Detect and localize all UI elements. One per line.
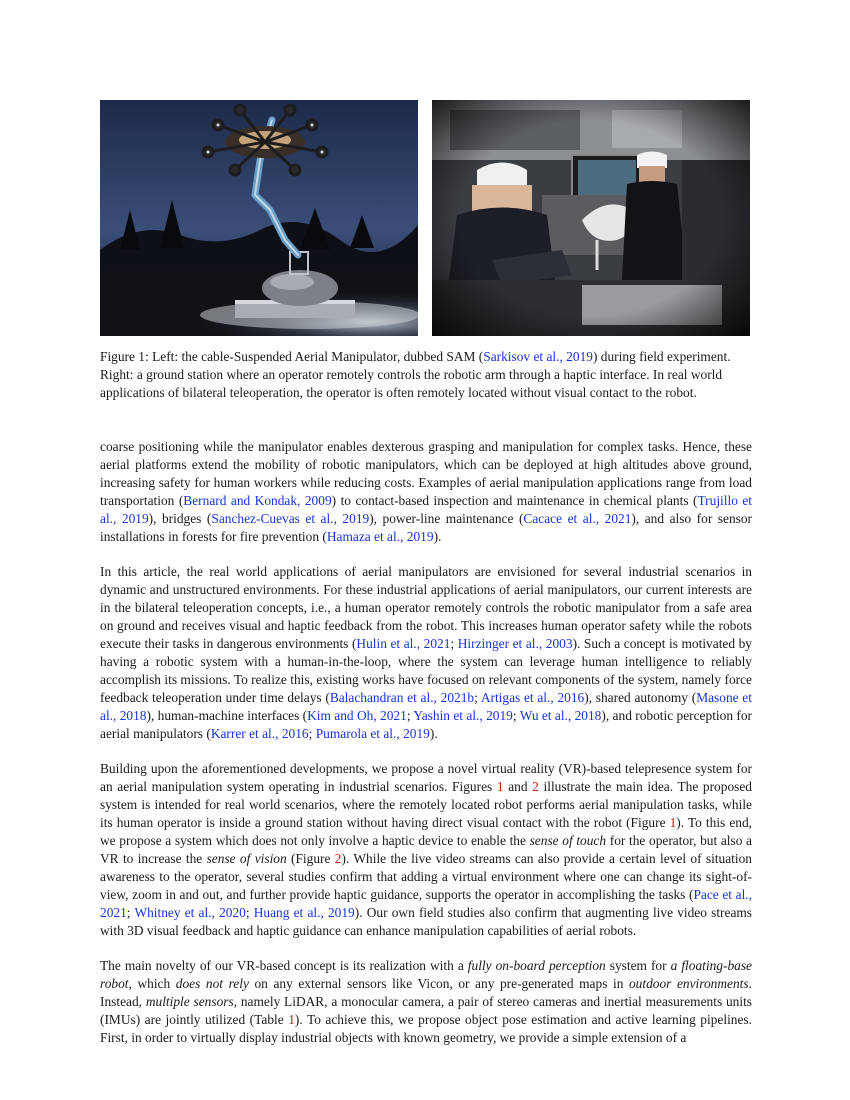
citation-link[interactable]: Artigas et al., 2016 bbox=[480, 690, 585, 705]
citation-link[interactable]: Hamaza et al., 2019 bbox=[326, 529, 434, 544]
text-run: ), shared autonomy ( bbox=[584, 690, 697, 705]
cross-reference-link[interactable]: 2 bbox=[334, 851, 342, 866]
text-run: for the operator, but also a VR to increase the bbox=[100, 833, 753, 866]
text-run: The main novelty of our VR-based concept is its realization with a bbox=[100, 958, 468, 973]
citation-link[interactable]: Sarkisov et al., 2019 bbox=[483, 349, 593, 364]
text-run: , which bbox=[128, 976, 176, 991]
citation-link[interactable]: Huang et al., 2019 bbox=[253, 905, 355, 920]
text-run: ). To this end, we propose a system which does not only involve a haptic device to enable the bbox=[100, 815, 752, 848]
figure-left-photo bbox=[100, 100, 418, 336]
text-run: ). bbox=[429, 726, 438, 741]
text-run: ) to contact-based inspection and maintenance in chemical plants ( bbox=[331, 493, 698, 508]
text-run: (Figure bbox=[286, 851, 335, 866]
text-run: ). Such a concept is motivated by having a robotic system with a human-in-the-loop, where the system can leverage human intelligence to reliably accomplish its missions. To realize this, existing works have focused on relevant components of the system, namely force feedback teleoperation under time delays ( bbox=[100, 636, 753, 705]
text-run: ; bbox=[126, 905, 135, 920]
text-run: on any external sensors like Vicon, or any pre-generated maps in bbox=[248, 976, 629, 991]
cross-reference-link[interactable]: 2 bbox=[532, 779, 539, 794]
citation-link[interactable]: Hirzinger et al., 2003 bbox=[457, 636, 573, 651]
text-run: ), and robotic perception for aerial manipulators ( bbox=[100, 708, 752, 741]
text-run: coarse positioning while the manipulator enables dexterous grasping and manipulation for complex tasks. Hence, these aerial platforms extend the mobility of robotic manipulators, which can be deployed at high altitudes above ground, increasing safety for human workers while reducing costs. Examples of aerial manipulation applications range from load transportation ( bbox=[100, 439, 752, 508]
citation-link[interactable]: Bernard and Kondak, 2009 bbox=[183, 493, 332, 508]
citation-link[interactable]: Sanchez-Cuevas et al., 2019 bbox=[211, 511, 370, 526]
citation-link[interactable]: Karrer et al., 2016 bbox=[210, 726, 309, 741]
emphasized-text: sense of touch bbox=[529, 833, 607, 848]
text-run: Figure 1: Left: the cable-Suspended Aerial Manipulator, dubbed SAM ( bbox=[100, 349, 484, 364]
emphasized-text: does not rely bbox=[175, 976, 249, 991]
paragraph-1 bbox=[100, 438, 752, 546]
text-run: ; bbox=[245, 905, 254, 920]
emphasized-text: sense of vision bbox=[206, 851, 287, 866]
citation-link[interactable]: Masone et al., 2018 bbox=[100, 690, 752, 723]
emphasized-text: a floating-base robot bbox=[100, 958, 752, 991]
text-run: ), and also for sensor installations in forests for fire prevention ( bbox=[100, 511, 753, 544]
cross-reference-link[interactable]: 1 bbox=[496, 779, 504, 794]
citation-link[interactable]: Wu et al., 2018 bbox=[519, 708, 602, 723]
citation-link[interactable]: Pumarola et al., 2019 bbox=[315, 726, 430, 741]
emphasized-text: outdoor environments bbox=[628, 976, 749, 991]
citation-link[interactable]: Pace et al., 2021 bbox=[100, 887, 753, 920]
citation-link[interactable]: Yashin et al., 2019 bbox=[413, 708, 513, 723]
citation-link[interactable]: Hulin et al., 2021 bbox=[356, 636, 451, 651]
text-run: ; bbox=[450, 636, 458, 651]
citation-link[interactable]: Cacace et al., 2021 bbox=[523, 511, 632, 526]
text-run: ). To achieve this, we propose object pose estimation and active learning pipelines. First, in order to virtually display industrial objects with known geometry, we provide a simple extension of a bbox=[100, 1012, 752, 1045]
body-text bbox=[100, 438, 752, 1064]
paragraph-4 bbox=[100, 957, 752, 1047]
text-run: ), human-machine interfaces ( bbox=[146, 708, 308, 723]
emphasized-text: multiple sensors bbox=[145, 994, 234, 1009]
text-run: ), power-line maintenance ( bbox=[369, 511, 524, 526]
text-run: ). bbox=[433, 529, 442, 544]
text-run: ) during field experiment. Right: a ground station where an operator remotely controls the robotic arm through a haptic interface. In real world applications of bilateral teleoperation, the operator is often remotely located without visual contact to the robot. bbox=[100, 349, 731, 400]
text-run: Building upon the aforementioned developments, we propose a novel virtual reality (VR)-based telepresence system for an aerial manipulation system operating in industrial scenarios. Figures bbox=[100, 761, 752, 794]
text-run: ; bbox=[406, 708, 414, 723]
text-run: ), bridges ( bbox=[148, 511, 212, 526]
text-run: ; bbox=[512, 708, 520, 723]
text-run: In this article, the real world applications of aerial manipulators are envisioned for several industrial scenarios in dynamic and unstructured environments. For these industrial applications of aerial manipulators, our current interests are in the bilateral teleoperation concepts, i.e., a human operator remotely controls the robotic manipulator from a safe area on ground and receives visual and haptic feedback from the robot. This increases human operator safety while the robots execute their tasks in dangerous environments ( bbox=[100, 564, 752, 651]
citation-link[interactable]: Balachandran et al., 2021b bbox=[329, 690, 475, 705]
paragraph-2 bbox=[100, 563, 752, 743]
citation-link[interactable]: Kim and Oh, 2021 bbox=[307, 708, 407, 723]
cross-reference-link[interactable]: 1 bbox=[288, 1012, 295, 1027]
text-run: ; bbox=[308, 726, 316, 741]
paragraph-3 bbox=[100, 760, 752, 940]
figure-caption bbox=[100, 348, 752, 402]
citation-link[interactable]: Whitney et al., 2020 bbox=[134, 905, 246, 920]
text-run: illustrate the main idea. The proposed system is intended for real world scenarios, where the remotely located robot performs aerial manipulation tasks, while its human operator is inside a ground station without having direct visual contact with the robot (Figure bbox=[100, 779, 752, 830]
text-run: ; bbox=[474, 690, 481, 705]
citation-link[interactable]: Trujillo et al., 2019 bbox=[100, 493, 753, 526]
emphasized-text: fully on-board perception bbox=[467, 958, 606, 973]
text-run: . Instead, bbox=[100, 976, 752, 1009]
text-run: , namely LiDAR, a monocular camera, a pair of stereo cameras and inertial measurements units (IMUs) are jointly utilized (Table bbox=[100, 994, 753, 1027]
text-run: ). While the live video streams can also provide a certain level of situation awareness to the operator, several studies confirm that adding a virtual environment where one can change its sight-of-view, zoom in and out, and further provide haptic guidance, supports the operator in accomplishing the tasks ( bbox=[100, 851, 752, 902]
text-run: and bbox=[503, 779, 533, 794]
text-run: ). Our own field studies also confirm that augmenting live video streams with 3D visual feedback and haptic guidance can enhance manipulation capabilities of aerial robots. bbox=[100, 905, 753, 938]
text-run: system for bbox=[605, 958, 671, 973]
cross-reference-link[interactable]: 1 bbox=[669, 815, 677, 830]
figure-right-photo bbox=[432, 100, 750, 336]
